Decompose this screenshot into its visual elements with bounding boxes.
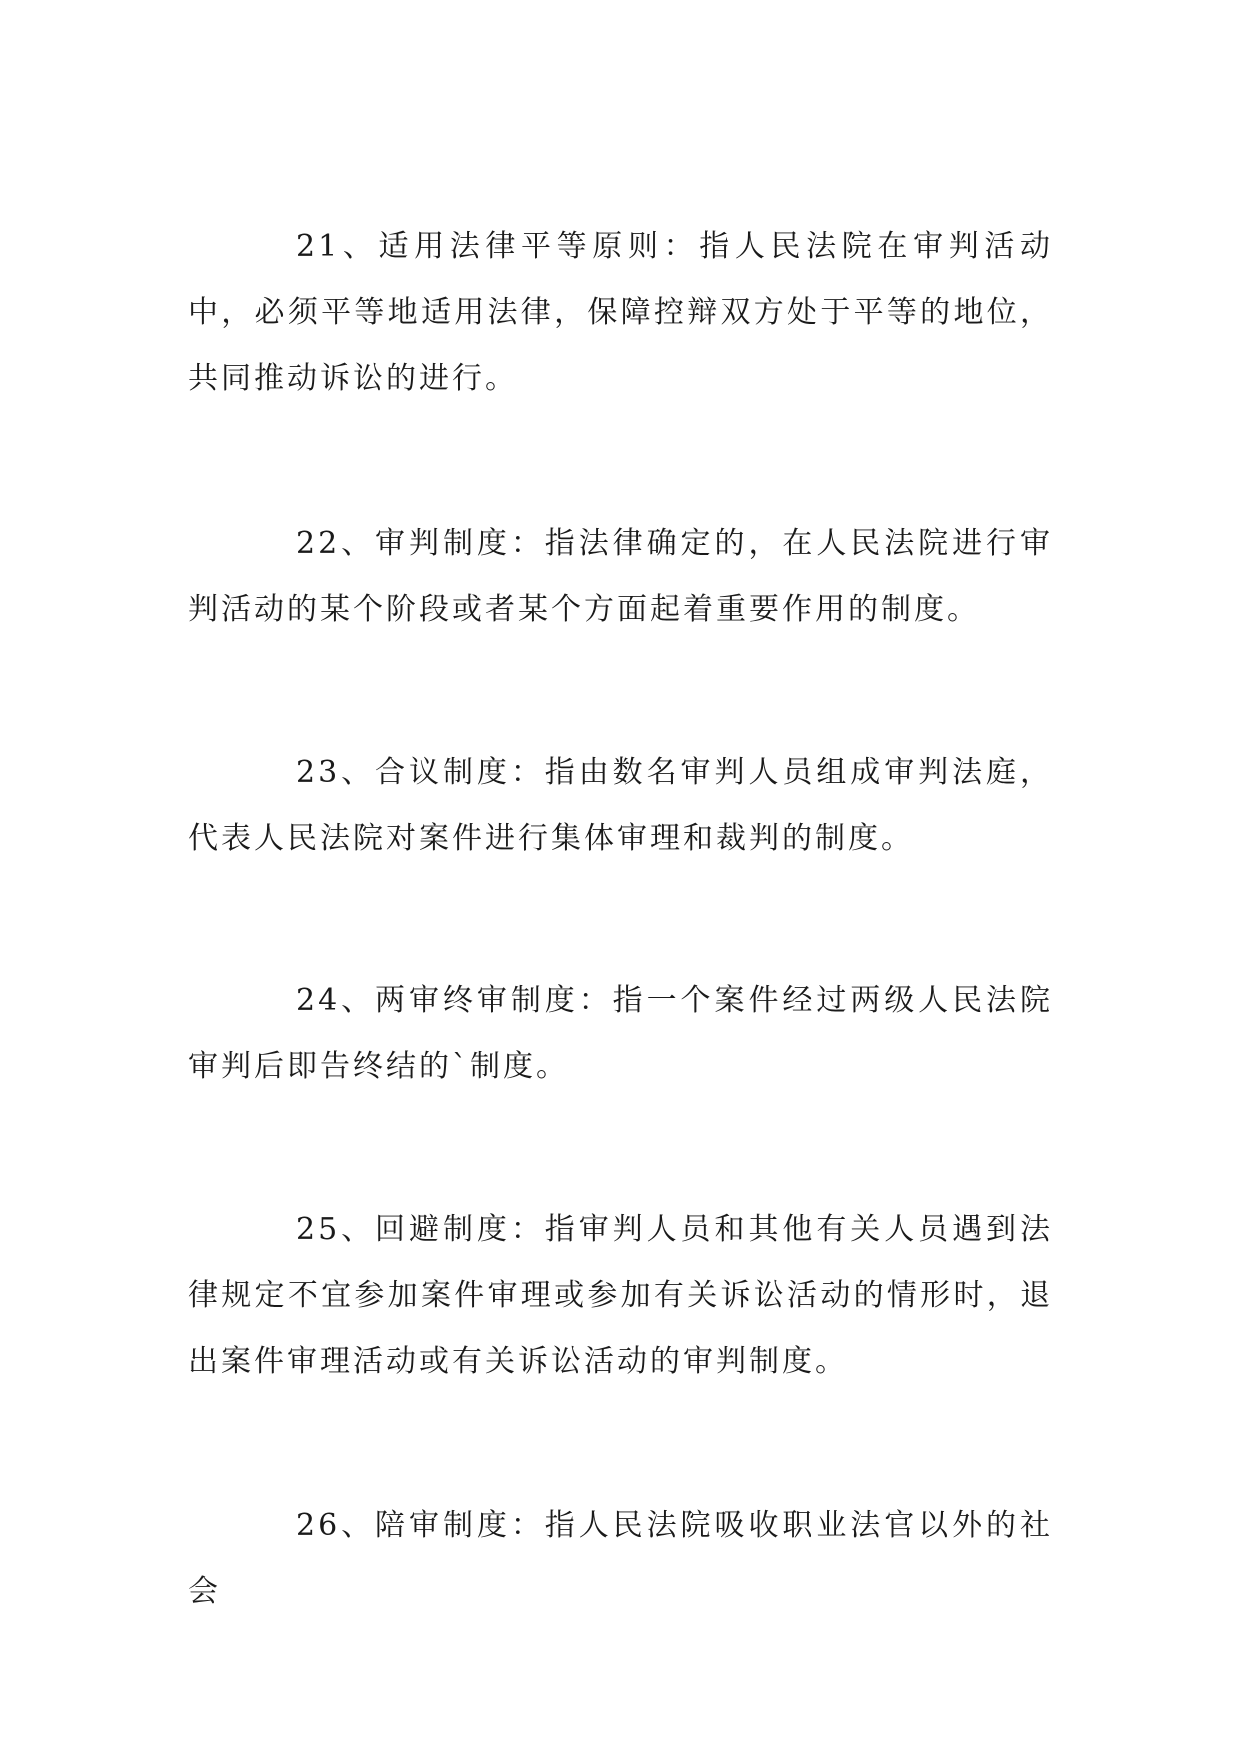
paragraph-21: 21、适用法律平等原则：指人民法院在审判活动中，必须平等地适用法律，保障控辩双方处于平等的地位，共同推动诉讼的进行。	[188, 229, 1053, 396]
paragraph-23: 23、合议制度：指由数名审判人员组成审判法庭，代表人民法院对案件进行集体审理和裁判的制度。	[188, 755, 1053, 856]
paragraph-22: 22、审判制度：指法律确定的，在人民法院进行审判活动的某个阶段或者某个方面起着重要作用的制度。	[188, 526, 1053, 627]
paragraph-26: 26、陪审制度：指人民法院吸收职业法官以外的社会	[188, 1508, 1053, 1609]
paragraph-25: 25、回避制度：指审判人员和其他有关人员遇到法律规定不宜参加案件审理或参加有关诉讼活动的情形时，退出案件审理活动或有关诉讼活动的审判制度。	[188, 1212, 1053, 1379]
paragraph-24: 24、两审终审制度：指一个案件经过两级人民法院审判后即告终结的`制度。	[188, 983, 1053, 1084]
